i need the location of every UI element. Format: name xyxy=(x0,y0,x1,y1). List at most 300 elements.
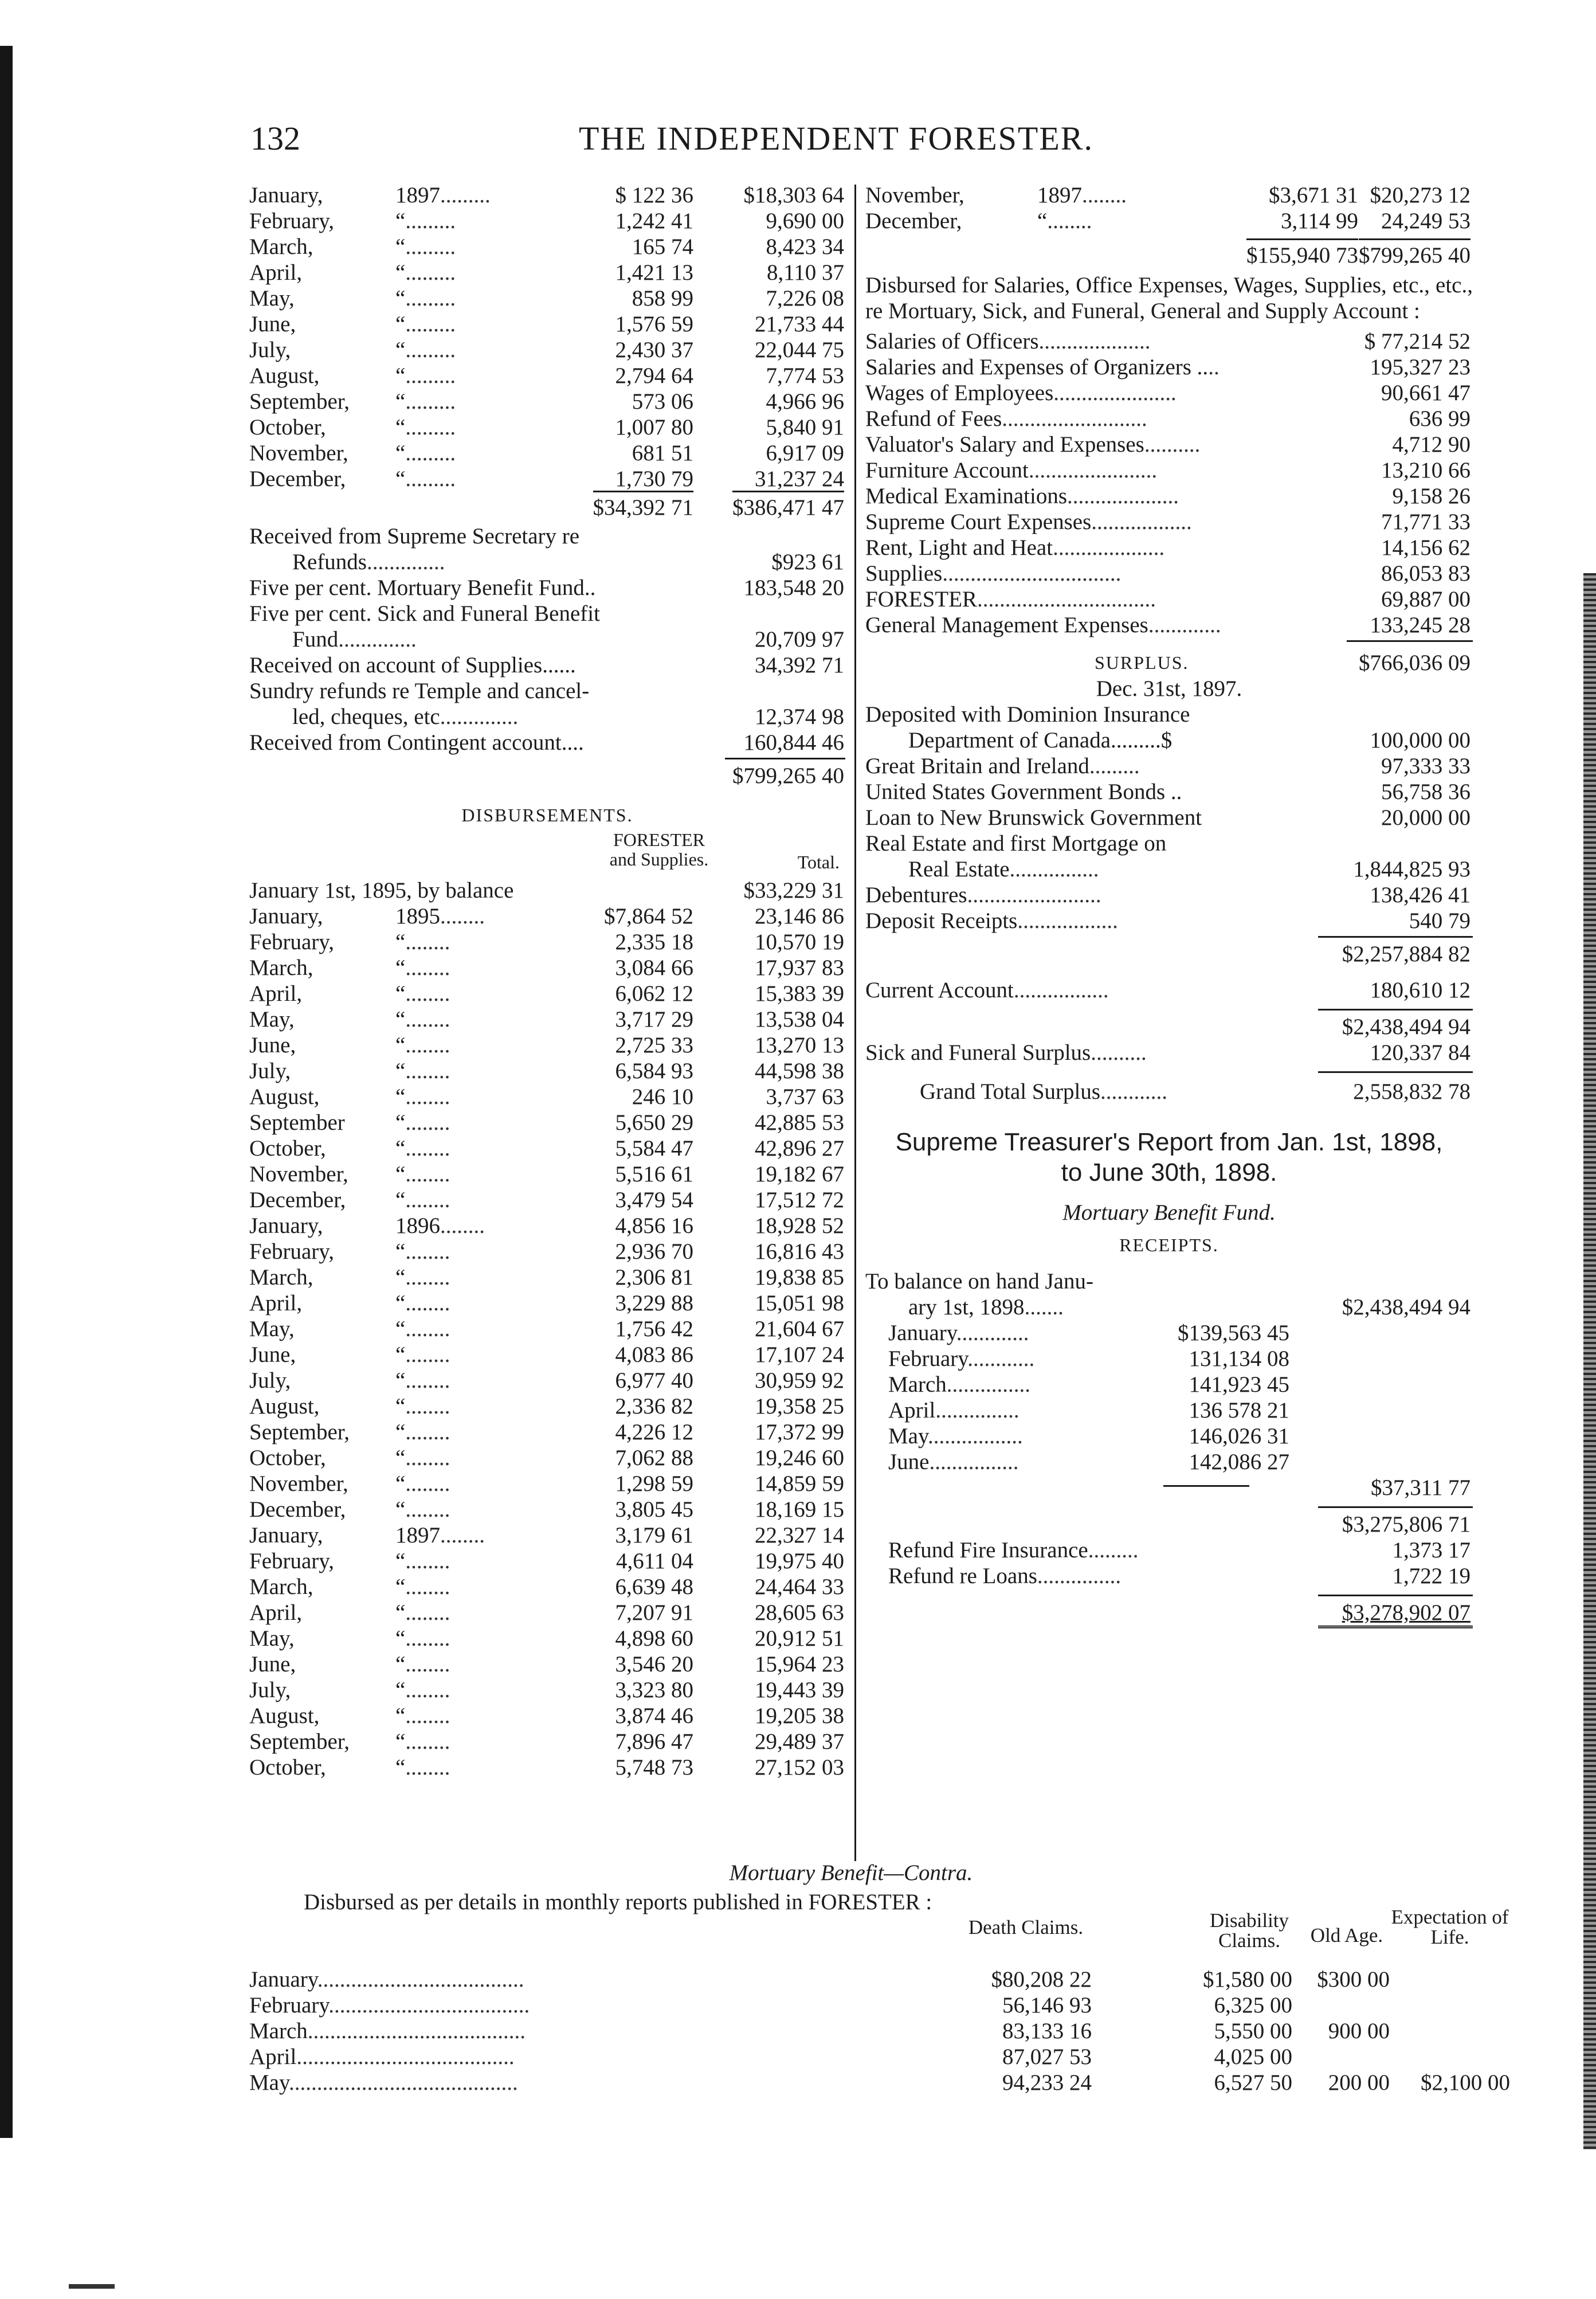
month-label: August, xyxy=(249,363,320,388)
table-row xyxy=(249,1239,845,1264)
year-label: “......... xyxy=(395,389,456,414)
month-label: July, xyxy=(249,338,291,362)
death-claims: $80,208 22 xyxy=(991,1967,1092,1992)
disbursements-title: DISBURSEMENTS. xyxy=(461,805,633,825)
expense-row xyxy=(865,535,1473,561)
total: 17,107 24 xyxy=(755,1342,844,1368)
forester-supplies: $7,864 52 xyxy=(604,904,693,929)
forester-supplies: 3,717 29 xyxy=(615,1007,693,1032)
treasurer-heading xyxy=(865,1127,1473,1188)
month-label: April, xyxy=(249,260,303,285)
value-2: 5,840 91 xyxy=(766,415,844,440)
expense-value: 71,771 33 xyxy=(1381,510,1470,535)
received-row xyxy=(249,652,845,678)
table-row xyxy=(249,1574,845,1600)
total: 20,912 51 xyxy=(755,1626,844,1651)
contra-month: January..................................... xyxy=(249,1967,524,1992)
table-row xyxy=(249,1290,845,1316)
table-row xyxy=(249,1419,845,1445)
expense-row xyxy=(865,509,1473,535)
forester-supplies: 5,516 61 xyxy=(615,1162,693,1187)
received-row xyxy=(249,730,845,755)
table-row xyxy=(249,1703,845,1729)
value-1: $ 122 36 xyxy=(615,183,693,207)
disb-col1-header: FORESTER and Supplies. xyxy=(609,829,709,870)
deposit-row xyxy=(865,779,1473,805)
year-label: “........ xyxy=(395,1291,450,1316)
month-label: November, xyxy=(249,1471,348,1497)
total: 22,327 14 xyxy=(755,1523,844,1548)
col-disability: Disability Claims. xyxy=(1209,1909,1289,1952)
contra-table xyxy=(249,1967,1510,2096)
year-label: “........ xyxy=(395,1033,450,1058)
expense-row xyxy=(865,612,1473,638)
table-row xyxy=(249,1084,845,1110)
value-1: 165 74 xyxy=(632,234,693,259)
expense-label: Supreme Court Expenses.................. xyxy=(865,510,1192,535)
table-row xyxy=(249,1548,845,1574)
col-oldage: Old Age. xyxy=(1310,1924,1383,1947)
value-2: 31,237 24 xyxy=(755,467,844,491)
expense-value: 86,053 83 xyxy=(1381,561,1470,586)
total: 15,051 98 xyxy=(755,1291,844,1316)
year-label: “........ xyxy=(395,1652,450,1677)
col-death: Death Claims. xyxy=(968,1916,1084,1939)
forester-supplies: 2,336 82 xyxy=(615,1394,693,1419)
month-label: January, xyxy=(249,183,323,207)
opening-value: $33,229 31 xyxy=(743,878,844,903)
year-label: 1897........ xyxy=(1037,183,1127,207)
deposit-label: Great Britain and Ireland......... xyxy=(865,754,1140,779)
received-value: 183,548 20 xyxy=(743,575,844,600)
table-row xyxy=(249,1522,845,1548)
total: 18,928 52 xyxy=(755,1213,844,1239)
forester-supplies: 3,229 88 xyxy=(615,1291,693,1316)
month-label: November, xyxy=(249,1162,348,1187)
expense-label: Furniture Account....................... xyxy=(865,458,1158,483)
receipt-row xyxy=(865,1449,1473,1475)
balance-label-2: ary 1st, 1898....... xyxy=(908,1295,1064,1320)
total: 19,838 85 xyxy=(755,1265,844,1290)
received-row xyxy=(249,601,845,626)
month-label: February, xyxy=(249,1239,335,1264)
value-2: 9,690 00 xyxy=(766,209,844,233)
total: 15,383 39 xyxy=(755,981,844,1006)
table-row xyxy=(249,1213,845,1239)
month-label: May, xyxy=(249,286,295,311)
month-label: May, xyxy=(249,1317,295,1342)
value-1: 1,421 13 xyxy=(615,260,693,285)
deposit-value: 100,000 00 xyxy=(1370,728,1470,753)
forester-supplies: 5,748 73 xyxy=(615,1755,693,1780)
year-label: “........ xyxy=(395,1471,450,1497)
page-number: 132 xyxy=(250,120,300,157)
receipts-sum-rule xyxy=(1163,1485,1249,1487)
left-column xyxy=(249,182,845,1780)
year-label: “........ xyxy=(395,1317,450,1342)
forester-supplies: 7,062 88 xyxy=(615,1446,693,1471)
year-label: “........ xyxy=(395,1703,450,1729)
table-row xyxy=(249,1445,845,1471)
totals-top-row xyxy=(865,241,1473,267)
month-label: October, xyxy=(249,1136,326,1161)
month-label: August, xyxy=(249,1394,320,1419)
expense-value: $ 77,214 52 xyxy=(1364,329,1470,354)
received-label: Received on account of Supplies...... xyxy=(249,653,576,677)
final-total-row xyxy=(865,1600,1473,1626)
year-label: 1897......... xyxy=(395,183,491,207)
expenses-list xyxy=(865,328,1473,638)
surplus-row xyxy=(865,650,1473,676)
table-row xyxy=(865,208,1473,234)
year-label: “......... xyxy=(395,363,456,388)
receipts-sum: $37,311 77 xyxy=(1370,1475,1470,1501)
table-row xyxy=(249,1161,845,1187)
year-label: “......... xyxy=(395,286,456,311)
table-row xyxy=(249,1368,845,1393)
disability-claims: 4,025 00 xyxy=(1214,2045,1292,2070)
expense-value: 9,158 26 xyxy=(1392,484,1470,509)
month-label: November, xyxy=(249,441,348,465)
expense-label: Wages of Employees...................... xyxy=(865,381,1177,406)
year-label: “........ xyxy=(395,1420,450,1445)
expense-value: 69,887 00 xyxy=(1381,587,1470,612)
month-label: January, xyxy=(249,904,323,929)
deposit-label-cont: Real Estate................ xyxy=(908,857,1099,882)
receipts-list xyxy=(865,1320,1473,1475)
forester-supplies: 7,896 47 xyxy=(615,1729,693,1754)
total: 19,205 38 xyxy=(755,1703,844,1729)
disability-claims: 5,550 00 xyxy=(1214,2019,1292,2044)
forester-supplies: 2,936 70 xyxy=(615,1239,693,1264)
expense-value: 13,210 66 xyxy=(1381,458,1470,483)
year-label: 1897........ xyxy=(395,1523,485,1548)
month-label: December, xyxy=(865,209,962,233)
total: 13,538 04 xyxy=(755,1007,844,1032)
grand-total-value: 2,558,832 78 xyxy=(1353,1079,1470,1105)
subtotal3-row xyxy=(865,1511,1473,1537)
table-row xyxy=(249,311,845,337)
balance-label-1: To balance on hand Janu- xyxy=(865,1269,1093,1294)
forester-supplies: 6,639 48 xyxy=(615,1575,693,1600)
table-1897 xyxy=(249,182,845,492)
refund-row xyxy=(865,1537,1473,1563)
death-claims: 56,146 93 xyxy=(1002,1993,1092,2018)
total: 19,358 25 xyxy=(755,1394,844,1419)
deposit-label-cont: Department of Canada.........$ xyxy=(908,728,1173,753)
total: 19,246 60 xyxy=(755,1446,844,1471)
table-row xyxy=(249,1600,845,1626)
month-label: October, xyxy=(249,1446,326,1471)
total: 18,169 15 xyxy=(755,1497,844,1522)
table-row xyxy=(249,1497,845,1522)
refund-row xyxy=(865,1563,1473,1589)
table-row xyxy=(249,208,845,234)
expense-value: 14,156 62 xyxy=(1381,535,1470,561)
sick-funeral-value: 120,337 84 xyxy=(1370,1040,1470,1066)
refund-value: 1,722 19 xyxy=(1392,1564,1470,1589)
total-v2: $386,471 47 xyxy=(732,491,844,520)
receipt-row xyxy=(865,1372,1473,1397)
value-2: $20,273 12 xyxy=(1370,183,1470,207)
table-row xyxy=(249,440,845,466)
year-label: “........ xyxy=(395,1239,450,1264)
table-1897-cont xyxy=(865,182,1473,234)
expense-label: Supplies................................ xyxy=(865,561,1121,586)
forester-supplies: 3,546 20 xyxy=(615,1652,693,1677)
table-row xyxy=(249,955,845,981)
year-label: “........ xyxy=(395,1446,450,1471)
death-claims: 83,133 16 xyxy=(1002,2019,1092,2044)
expense-label: Salaries and Expenses of Organizers .... xyxy=(865,355,1219,380)
table-row xyxy=(249,1393,845,1419)
current-account-label: Current Account................. xyxy=(865,978,1109,1003)
receipt-value: 141,923 45 xyxy=(1189,1372,1289,1397)
month-label: December, xyxy=(249,1497,346,1522)
expectation-of-life: $2,100 00 xyxy=(1421,2070,1510,2096)
year-label: “......... xyxy=(395,415,456,440)
month-label: August, xyxy=(249,1084,320,1110)
year-label: “........ xyxy=(395,1368,450,1393)
total: 3,737 63 xyxy=(766,1084,844,1110)
total: 10,570 19 xyxy=(755,930,844,955)
total: 19,975 40 xyxy=(755,1549,844,1574)
year-label: “........ xyxy=(395,1626,450,1651)
received-value: $923 61 xyxy=(771,550,844,574)
deposit-label: Deposit Receipts.................. xyxy=(865,908,1118,934)
year-label: “........ xyxy=(395,1755,450,1780)
forester-supplies: 3,479 54 xyxy=(615,1188,693,1213)
value-2: $18,303 64 xyxy=(743,183,844,207)
old-age: $300 00 xyxy=(1317,1967,1390,1992)
year-label: “........ xyxy=(395,1162,450,1187)
deposits-list xyxy=(865,702,1473,934)
total: 17,512 72 xyxy=(755,1188,844,1213)
right-column xyxy=(865,182,1473,1631)
balance-value: $2,438,494 94 xyxy=(1342,1295,1470,1320)
old-age: 200 00 xyxy=(1328,2070,1390,2096)
treasurer-heading-line1: Supreme Treasurer's Report from Jan. 1st, 1898, xyxy=(895,1128,1443,1157)
value-1: 1,007 80 xyxy=(615,415,693,440)
grand-total-label: Grand Total Surplus............ xyxy=(920,1079,1168,1105)
table-row xyxy=(249,1032,845,1058)
table-row xyxy=(249,1342,845,1368)
forester-supplies: 246 10 xyxy=(632,1084,693,1110)
contra-row xyxy=(249,2018,1476,2044)
received-label: Five per cent. Mortuary Benefit Fund.. xyxy=(249,575,596,600)
received-label: Sundry refunds re Temple and cancel- xyxy=(249,679,590,703)
expense-value: 636 99 xyxy=(1409,406,1470,432)
year-label: 1895........ xyxy=(395,904,485,929)
value-1: 1,730 79 xyxy=(615,467,693,491)
table-row xyxy=(249,1058,845,1084)
receipt-label: February............ xyxy=(888,1346,1035,1372)
total: 28,605 63 xyxy=(755,1600,844,1626)
expense-label: General Management Expenses............. xyxy=(865,613,1221,638)
receipt-value: 136 578 21 xyxy=(1189,1398,1289,1423)
receipt-label: June................ xyxy=(888,1450,1019,1475)
final-total: $3,278,902 07 xyxy=(1342,1600,1470,1626)
deposit-row-cont xyxy=(865,856,1473,882)
expense-label: Salaries of Officers.................... xyxy=(865,329,1151,354)
balance-row-1 xyxy=(865,1268,1473,1294)
forester-supplies: 4,856 16 xyxy=(615,1213,693,1239)
month-label: June, xyxy=(249,1033,296,1058)
month-label: October, xyxy=(249,1755,326,1780)
value-2: 21,733 44 xyxy=(755,312,844,336)
expense-row xyxy=(865,561,1473,586)
year-label: “......... xyxy=(395,338,456,362)
forester-supplies: 1,756 42 xyxy=(615,1317,693,1342)
expense-value: 4,712 90 xyxy=(1392,432,1470,457)
received-row-cont xyxy=(249,549,845,575)
year-label: “......... xyxy=(395,467,456,491)
month-label: March, xyxy=(249,1265,313,1290)
year-label: “......... xyxy=(395,441,456,465)
year-label: “........ xyxy=(395,1110,450,1135)
value-1: 858 99 xyxy=(632,286,693,311)
subtotal2-row xyxy=(865,1014,1473,1040)
death-claims: 94,233 24 xyxy=(1002,2070,1092,2096)
disbursements-table xyxy=(249,903,845,1780)
table-row xyxy=(249,1729,845,1754)
treasurer-heading-line2: to June 30th, 1898. xyxy=(1061,1158,1277,1187)
surplus-value: $766,036 09 xyxy=(1359,651,1470,676)
scan-mark xyxy=(69,2284,115,2289)
table-row xyxy=(249,929,845,955)
forester-supplies: 3,084 66 xyxy=(615,955,693,981)
receipt-value: 131,134 08 xyxy=(1189,1346,1289,1372)
table-row xyxy=(249,981,845,1006)
year-label: “........ xyxy=(395,1265,450,1290)
deposit-value: 97,333 33 xyxy=(1381,754,1470,779)
table-row xyxy=(249,1626,845,1651)
refunds-list xyxy=(865,1537,1473,1589)
deposit-label: Debentures........................ xyxy=(865,883,1101,908)
received-row-cont xyxy=(249,626,845,652)
expense-row xyxy=(865,354,1473,380)
table-row xyxy=(249,389,845,414)
forester-supplies: 1,298 59 xyxy=(615,1471,693,1497)
total: 17,372 99 xyxy=(755,1420,844,1445)
total: 19,182 67 xyxy=(755,1162,844,1187)
refund-label: Refund Fire Insurance......... xyxy=(888,1538,1139,1563)
expense-value: 195,327 23 xyxy=(1370,355,1470,380)
received-label: Five per cent. Sick and Funeral Benefit xyxy=(249,601,600,626)
expense-label: Valuator's Salary and Expenses.......... xyxy=(865,432,1201,457)
year-label: “........ xyxy=(395,1342,450,1368)
year-label: “........ xyxy=(395,1188,450,1213)
current-account-row xyxy=(865,977,1473,1003)
month-label: May, xyxy=(249,1007,295,1032)
subtotal2: $2,438,494 94 xyxy=(1342,1015,1470,1040)
expense-value: 90,661 47 xyxy=(1381,381,1470,406)
forester-supplies: 4,611 04 xyxy=(615,1549,693,1574)
table-row xyxy=(249,1264,845,1290)
received-total-row xyxy=(249,763,845,789)
refund-value: 1,373 17 xyxy=(1392,1538,1470,1563)
year-label: “........ xyxy=(395,1549,450,1574)
value-2: 22,044 75 xyxy=(755,338,844,362)
value-2: 7,226 08 xyxy=(766,286,844,311)
table-row xyxy=(249,903,845,929)
month-label: April, xyxy=(249,981,303,1006)
expense-label: Rent, Light and Heat.................... xyxy=(865,535,1165,561)
table-row xyxy=(249,466,845,492)
year-label: “........ xyxy=(395,1729,450,1754)
value-2: 7,774 53 xyxy=(766,363,844,388)
year-label: “........ xyxy=(395,1059,450,1084)
year-label: “........ xyxy=(395,1084,450,1110)
opening-label: January 1st, 1895, by balance xyxy=(249,878,514,903)
disb-col-headers xyxy=(249,826,845,878)
year-label: “......... xyxy=(395,312,456,336)
received-label-cont: led, cheques, etc.............. xyxy=(292,704,519,729)
total: 27,152 03 xyxy=(755,1755,844,1780)
year-label: “........ xyxy=(395,1394,450,1419)
receipt-label: March............... xyxy=(888,1372,1031,1397)
month-label: December, xyxy=(249,1188,346,1213)
contra-row xyxy=(249,2044,1476,2070)
received-label-cont: Fund.............. xyxy=(292,627,417,652)
deposit-row xyxy=(865,831,1473,856)
month-label: July, xyxy=(249,1678,291,1703)
forester-supplies: 5,650 29 xyxy=(615,1110,693,1135)
contra-row xyxy=(249,1992,1476,2018)
month-label: August, xyxy=(249,1703,320,1729)
value-1: 681 51 xyxy=(632,441,693,465)
totals-1897-row xyxy=(249,492,845,518)
total-v1: $34,392 71 xyxy=(593,491,694,520)
total: 24,464 33 xyxy=(755,1575,844,1600)
expense-label: FORESTER................................ xyxy=(865,587,1156,612)
month-label: September, xyxy=(249,1420,350,1445)
table-row xyxy=(249,234,845,260)
month-label: September, xyxy=(249,389,350,414)
forester-supplies: 2,725 33 xyxy=(615,1033,693,1058)
received-value: 160,844 46 xyxy=(743,730,844,755)
received-row xyxy=(249,575,845,601)
receipt-value: 146,026 31 xyxy=(1189,1424,1289,1449)
value-1: 3,114 99 xyxy=(1280,209,1358,233)
deposit-row xyxy=(865,702,1473,727)
month-label: September, xyxy=(249,1729,350,1754)
table-row xyxy=(249,1135,845,1161)
total: 30,959 92 xyxy=(755,1368,844,1393)
total: 17,937 83 xyxy=(755,955,844,981)
forester-supplies: 3,179 61 xyxy=(615,1523,693,1548)
received-row xyxy=(249,678,845,704)
contra-col-headers xyxy=(249,1906,1509,1967)
deposit-row xyxy=(865,908,1473,934)
received-list xyxy=(249,523,845,755)
receipt-label: January............. xyxy=(888,1321,1029,1346)
disability-claims: 6,527 50 xyxy=(1214,2070,1292,2096)
contra-month: April....................................... xyxy=(249,2045,515,2070)
total: 13,270 13 xyxy=(755,1033,844,1058)
month-label: January, xyxy=(249,1213,323,1239)
totals-top-v1: $155,940 73 xyxy=(1246,238,1358,268)
month-label: April, xyxy=(249,1600,303,1626)
year-label: “........ xyxy=(395,1678,450,1703)
expense-label: Refund of Fees.......................... xyxy=(865,406,1147,432)
col-expect: Expectation of Life. xyxy=(1391,1906,1509,1949)
year-label: “........ xyxy=(395,1600,450,1626)
receipt-row xyxy=(865,1397,1473,1423)
value-1: 1,242 41 xyxy=(615,209,693,233)
value-2: 8,423 34 xyxy=(766,234,844,259)
deposit-label: Deposited with Dominion Insurance xyxy=(865,702,1190,727)
